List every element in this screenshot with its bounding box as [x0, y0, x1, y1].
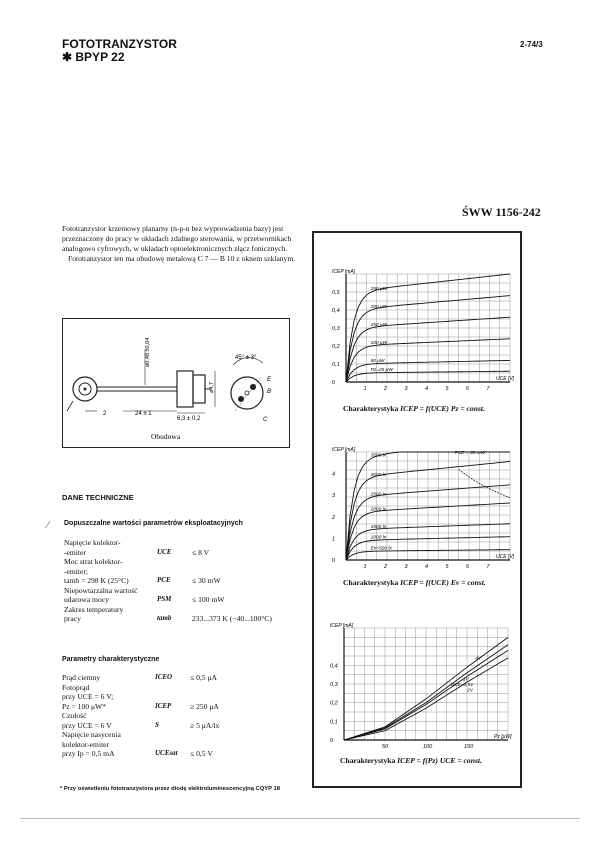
y-tick-label: 0,4 [332, 308, 340, 314]
x-tick-label: 5 [445, 564, 449, 570]
param-row [62, 711, 219, 721]
series-label: 1500 lx [370, 524, 387, 530]
param-row [62, 673, 219, 683]
series-label: 2V [467, 688, 473, 694]
margin-mark: ⁄ [47, 520, 49, 531]
param-name: pracy [64, 614, 81, 623]
param-value [190, 730, 219, 740]
param-symbol: tamb [157, 614, 172, 622]
param-symbol [155, 740, 190, 750]
frame-top [312, 231, 522, 233]
chart1-caption-eq: ICEP = f(UCE) Pz = const. [400, 404, 485, 413]
series-label: Pz=25 μW [370, 368, 393, 373]
series-label: UCE=0,5V [450, 682, 474, 688]
param-value [190, 740, 219, 750]
y-tick-label: 0,2 [330, 700, 338, 707]
param-value [190, 692, 219, 702]
y-origin-label: 0 [332, 558, 336, 564]
param-row [64, 605, 272, 615]
y-origin-label: 0 [330, 738, 334, 744]
package-drawing [62, 318, 290, 448]
param-value [192, 557, 272, 567]
package-cap [193, 375, 205, 403]
param-value: ≤ 8 V [192, 547, 210, 557]
x-tick-label: 1 [363, 564, 367, 570]
drawing-caption: Obudowa [151, 432, 181, 441]
section-heading-characteristics: Parametry charakterystyczne [62, 656, 160, 663]
x-tick-label: 6 [466, 564, 470, 570]
param-value: ≤ 100 mW [192, 595, 225, 604]
param-name: kolektor-emiter [62, 739, 110, 749]
param-value [192, 567, 272, 577]
param-value: ≤ 30 mW [192, 576, 221, 585]
dim-len-cap: 6,3 ± 0,2 [177, 416, 201, 422]
chart-ice-uce-ev [330, 446, 515, 572]
series-label: 2000 lx [370, 507, 387, 513]
param-row [62, 692, 219, 702]
param-row [64, 548, 272, 558]
param-row [62, 721, 219, 731]
param-name: Zakres temperatury [64, 604, 124, 614]
y-axis-label: ICEP [mA] [332, 447, 356, 453]
limits-table [64, 538, 272, 624]
param-name: tamb = 298 K (25°C) [64, 576, 129, 585]
chart3-caption-pre: Charakterystyka [340, 756, 396, 765]
param-value [192, 586, 272, 596]
series-label: 250 μW [370, 287, 388, 292]
y-origin-label: 0 [332, 380, 336, 386]
section-heading-tech: DANE TECHNICZNE [62, 493, 134, 502]
chart2-caption-pre: Charakterystyka [343, 578, 399, 587]
param-value: ≥ 250 μA [190, 701, 219, 711]
param-symbol [155, 711, 190, 721]
param-symbol: ICEO [155, 673, 173, 681]
param-row [64, 586, 272, 596]
param-symbol: ICEP [155, 701, 172, 710]
y-axis-label: ICEP [mA] [332, 269, 356, 275]
param-value [190, 711, 219, 721]
dim-dia2: ⌀4,7 [209, 382, 215, 393]
dim-angle: 45° ± 3° [235, 355, 257, 361]
standard-number: ŚWW 1156-242 [462, 205, 541, 219]
y-tick-label: 2 [332, 514, 336, 521]
chart-ice-uce-pz [330, 268, 515, 398]
chart-ice-pz [328, 622, 512, 750]
param-symbol: PSM [157, 595, 172, 603]
y-tick-label: 0,3 [330, 682, 338, 688]
x-tick-label: 6 [466, 386, 470, 392]
param-symbol: S [155, 720, 159, 729]
param-symbol: UCE [157, 547, 172, 556]
param-name: Czułość [62, 711, 87, 720]
param-name: udarowa mocy [64, 595, 109, 604]
x-tick-label: 3 [404, 564, 408, 570]
pin-c [238, 396, 244, 402]
param-name: Moc strat kolektor- [64, 557, 123, 566]
param-row [64, 567, 272, 577]
x-tick-label: 3 [404, 386, 408, 392]
intro-paragraph-1: Fototranzystor krzemowy planarny (n-p-n bez wyprowadzenia bazy) jest przeznaczony do pracy w układach zdalnego sterowania, w przetwornikach analogowo cyfrowych, w układach optoelektronicznych złącz fonicznych. [62, 224, 292, 253]
series-label: Ev=500 lx [370, 546, 392, 552]
dim-len-body: 24 ± 1 [135, 411, 152, 417]
param-row [62, 683, 219, 693]
param-symbol: PCE [157, 576, 171, 584]
x-tick-label: 5 [445, 386, 449, 392]
characteristics-table [62, 673, 219, 759]
x-tick-label: 2 [384, 564, 388, 570]
y-tick-label: 3 [332, 493, 336, 500]
param-symbol [157, 557, 192, 567]
series-label: 200 μW [370, 305, 388, 310]
param-symbol [157, 586, 192, 596]
param-value: ≤ 0,5 V [190, 749, 213, 758]
lead-label-e: E [267, 377, 272, 383]
y-tick-label: 4 [332, 471, 336, 478]
document-title [62, 38, 177, 64]
intro-paragraph-2: Fototranzystor ten ma obudowę metalową C 7 — B 10 z oknem szklanym. [68, 254, 296, 263]
package-drawing-svg [63, 319, 289, 447]
series-label: 1V [462, 677, 469, 683]
x-tick-label: 150 [464, 744, 474, 750]
x-tick-label: 7 [486, 386, 490, 392]
series-label: 4V [475, 656, 482, 662]
param-name: przy UCE = 6 V [62, 720, 112, 730]
param-row [64, 614, 272, 624]
param-symbol: UCEsat [155, 749, 178, 757]
section-heading-limits: Dopuszczalne wartości parametrów eksploatacyjnych [64, 520, 243, 527]
series-label: 3500 lx [370, 453, 387, 459]
param-name: -emiter [64, 547, 86, 557]
footnote-text: * Przy oświetleniu fototranzystora przez diodę elektroluminescencyjną CQYP 18 [60, 786, 280, 792]
package-body [177, 371, 193, 407]
lead-label-b: B [267, 389, 272, 395]
param-symbol [155, 683, 190, 693]
series-label: 150 μW [370, 323, 388, 328]
param-symbol [157, 605, 192, 615]
param-name: Niepowtarzalna wartość [64, 585, 138, 595]
param-name: Pz = 100 μW* [62, 701, 106, 711]
param-name: -emiter; [64, 566, 89, 576]
x-tick-label: 2 [384, 386, 388, 392]
param-value: ≤ 0,5 μA [190, 673, 218, 682]
series-label: 3000 lx [370, 472, 387, 478]
chart1-caption [343, 404, 485, 413]
param-row [64, 595, 272, 605]
series-label: 100 μW [370, 341, 388, 346]
param-name: Prąd ciemny [62, 673, 101, 682]
param-name: Napięcie kolektor- [64, 538, 121, 547]
dim-len-base: 2 [103, 411, 107, 417]
series-label: 1000 lx [370, 535, 387, 541]
param-value: ≥ 5 μA/lx [190, 720, 220, 730]
max-power-label: PCE = 30 mW [454, 451, 486, 457]
chart2-caption-eq: ICEP = f(UCE) Ev = const. [400, 578, 486, 587]
param-symbol [155, 730, 190, 740]
chart1-caption-pre: Charakterystyka [343, 404, 399, 413]
chart2-caption [343, 578, 486, 587]
page-bottom-rule [20, 818, 580, 819]
param-name: Napięcie nasycenia [62, 730, 121, 739]
pin-view-outer [231, 377, 263, 409]
param-symbol [157, 538, 192, 548]
x-tick-label: 4 [425, 564, 429, 570]
lead-label-c: C [263, 417, 268, 423]
x-axis-label: Pz [μW] [494, 734, 512, 740]
frame-bottom [312, 786, 522, 788]
y-tick-label: 0,2 [332, 344, 340, 350]
param-value [190, 683, 219, 693]
pin-b [245, 391, 249, 395]
series-label: 50 μW [370, 359, 385, 364]
end-view-center [84, 388, 87, 391]
param-row [62, 749, 219, 759]
param-row [62, 730, 219, 740]
param-symbol [155, 692, 190, 702]
page-code: 2-74/3 [520, 40, 543, 49]
series-label: 2500 lx [370, 492, 387, 498]
y-tick-label: 0,1 [332, 362, 340, 368]
x-tick-label: 50 [382, 744, 389, 750]
chart3-caption-eq: ICEP = f(Pz) UCE = const. [397, 756, 482, 765]
chart3-caption [340, 756, 482, 765]
param-value [192, 538, 272, 548]
param-name: przy Ip = 0,5 mA [62, 749, 115, 758]
y-tick-label: 0,5 [332, 290, 340, 296]
title-line-1: FOTOTRANZYSTOR [62, 37, 177, 51]
x-axis-label: UCE [V] [496, 554, 515, 560]
param-row [64, 576, 272, 586]
x-tick-label: 1 [363, 386, 367, 392]
param-value: 233...373 K (−40...100°C) [192, 614, 272, 623]
y-tick-label: 0,4 [330, 663, 338, 670]
dim-dia1: ⌀0,48 ±0,04 [145, 337, 151, 367]
param-name: przy UCE = 6 V; [62, 692, 114, 701]
x-tick-label: 100 [423, 744, 433, 750]
intro-text [62, 224, 302, 264]
param-name: Fotoprąd [62, 682, 90, 692]
footnote [60, 786, 300, 793]
title-line-2: ✱ BPYP 22 [62, 50, 125, 64]
y-axis-label: ICEP [mA] [330, 623, 354, 629]
param-symbol [157, 567, 192, 577]
param-row [62, 740, 219, 750]
y-tick-label: 1 [332, 536, 336, 543]
y-tick-label: 0,3 [332, 326, 340, 332]
param-row [64, 557, 272, 567]
param-value [192, 605, 272, 615]
max-power-line [459, 469, 510, 497]
x-axis-label: UCE [V] [496, 376, 515, 382]
y-tick-label: 0,1 [330, 719, 338, 726]
param-row [64, 538, 272, 548]
x-tick-label: 4 [425, 386, 429, 392]
param-row [62, 702, 219, 712]
x-tick-label: 7 [486, 564, 490, 570]
